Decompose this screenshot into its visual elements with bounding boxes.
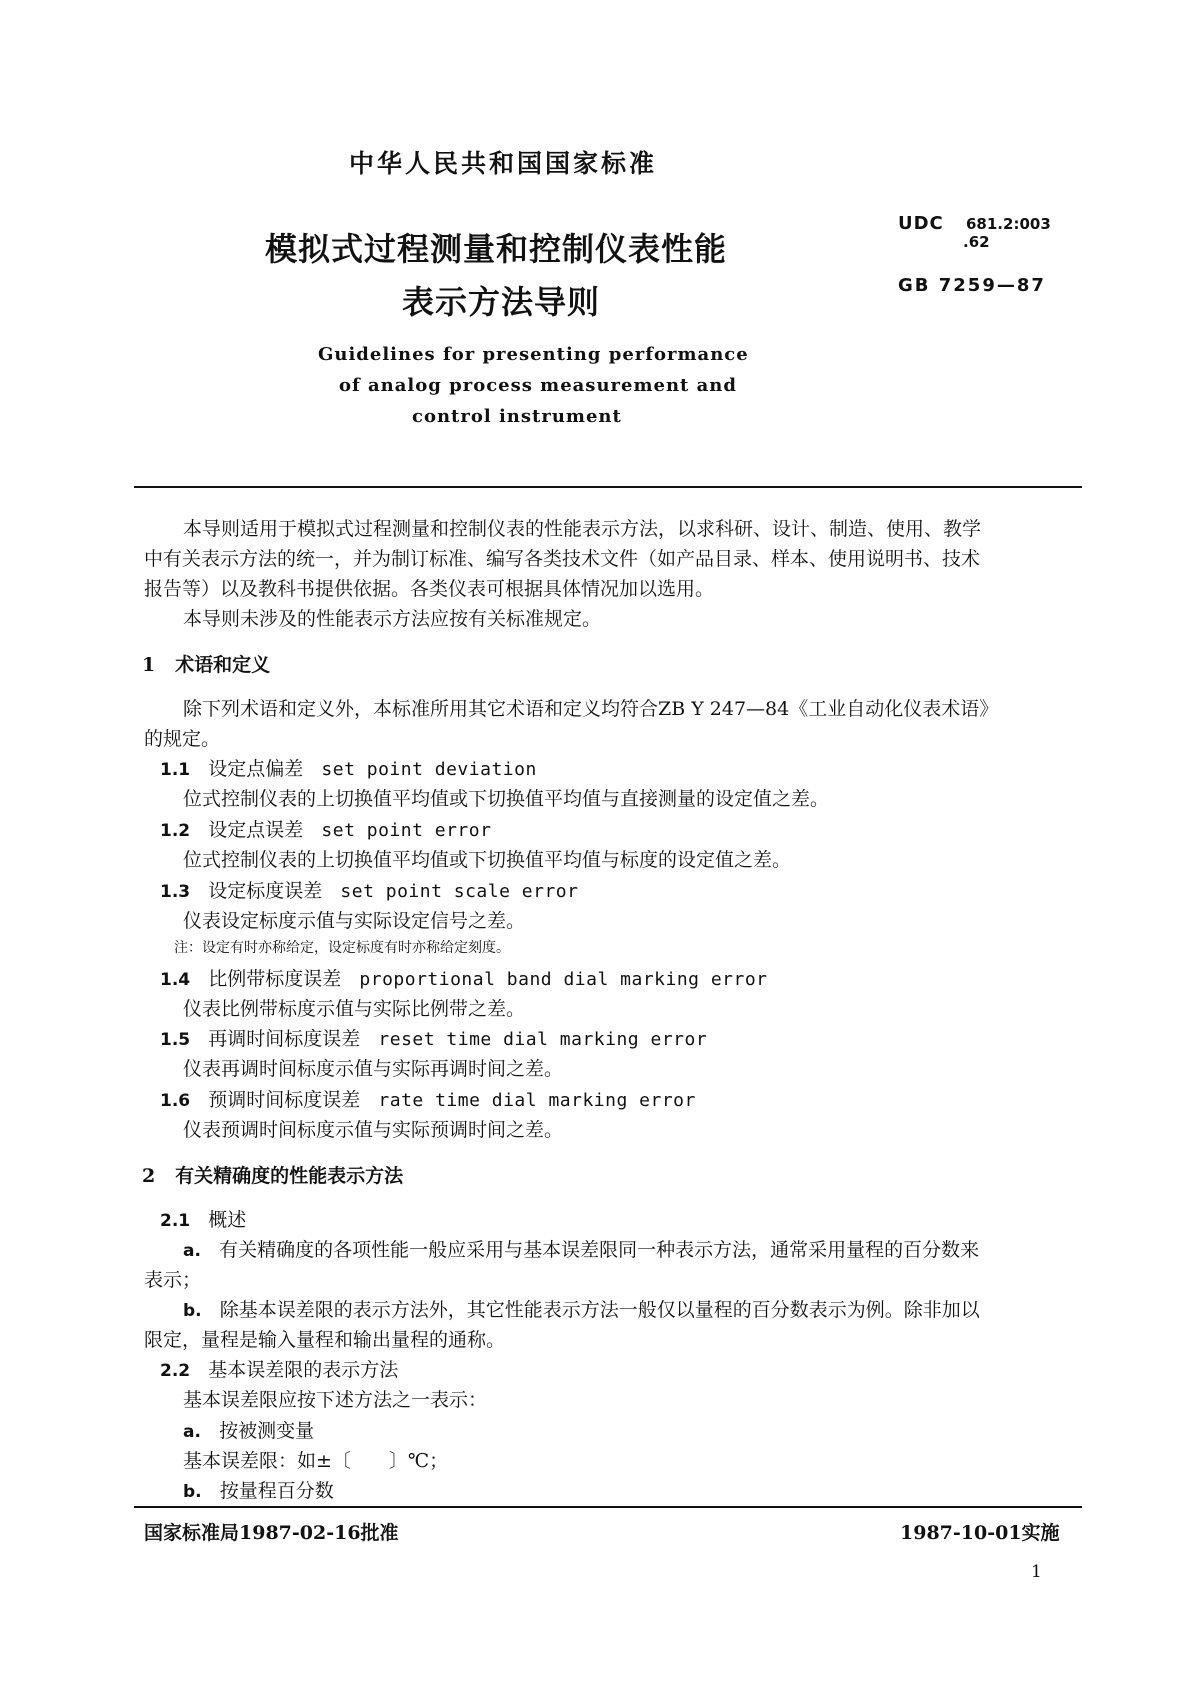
subsection-2-1-heading — [160, 1205, 246, 1232]
udc-value: 681.2:003 — [966, 215, 1051, 233]
effective-date: 1987-10-01实施 — [900, 1522, 1060, 1544]
approval-date: 国家标准局1987-02-16批准 — [144, 1522, 399, 1544]
term-english: reset time dial marking error — [378, 1029, 708, 1050]
term-name: 设定点误差 — [208, 819, 304, 841]
document-title-line2: 表示方法导则 — [402, 283, 601, 321]
section1-intro-line1: 除下列术语和定义外，本标准所用其它术语和定义均符合ZB Y 247—84《工业自动化仪表术语》 — [183, 698, 999, 720]
term-1-4-definition: 仪表比例带标度示值与实际比例带之差。 — [183, 998, 526, 1020]
subsection-title: 概述 — [208, 1209, 247, 1231]
term-1-5-definition: 仪表再调时间标度示值与实际再调时间之差。 — [183, 1058, 564, 1080]
english-title-line3: control instrument — [412, 406, 622, 427]
item-2-2-b — [183, 1476, 334, 1503]
term-1-3 — [160, 876, 578, 903]
section2-heading — [142, 1161, 403, 1188]
term-number: 1.3 — [160, 882, 191, 902]
intro-paragraph-line1: 本导则适用于模拟式过程测量和控制仪表的性能表示方法，以求科研、设计、制造、使用、教学 — [183, 518, 982, 540]
term-number: 1.4 — [160, 970, 191, 990]
item-2-1-b-line2: 限定，量程是输入量程和输出量程的通称。 — [144, 1329, 506, 1351]
item-text: 有关精确度的各项性能一般应采用与基本误差限同一种表示方法，通常采用量程的百分数来 — [219, 1239, 980, 1261]
term-1-1-definition: 位式控制仪表的上切换值平均值或下切换值平均值与直接测量的设定值之差。 — [183, 788, 830, 810]
header-divider — [134, 486, 1082, 488]
term-number: 1.5 — [160, 1030, 191, 1050]
term-english: set point scale error — [340, 881, 579, 902]
term-1-2 — [160, 815, 491, 842]
udc-value-suffix: .62 — [963, 233, 990, 251]
item-label: a. — [183, 1422, 201, 1442]
document-title-line1: 模拟式过程测量和控制仪表性能 — [265, 230, 728, 268]
term-name: 再调时间标度误差 — [208, 1028, 361, 1050]
english-title-line1: Guidelines for presenting performance — [318, 344, 749, 365]
term-1-6-definition: 仪表预调时间标度示值与实际预调时间之差。 — [183, 1119, 564, 1141]
term-english: rate time dial marking error — [378, 1090, 696, 1111]
item-text: 按被测变量 — [219, 1420, 315, 1442]
page-number: 1 — [1031, 1562, 1042, 1582]
english-title-line2: of analog process measurement and — [339, 375, 737, 396]
item-label: b. — [183, 1482, 202, 1502]
intro-paragraph-line2: 中有关表示方法的统一，并为制订标准、编写各类技术文件（如产品目录、样本、使用说明书、技术 — [144, 548, 981, 570]
term-english: set point error — [321, 820, 492, 841]
item-2-1-a-line1 — [183, 1235, 979, 1262]
term-number: 1.1 — [160, 760, 191, 780]
term-english: proportional band dial marking error — [359, 969, 768, 990]
udc-label: UDC — [898, 213, 944, 234]
section-number: 2 — [142, 1165, 156, 1187]
country-heading: 中华人民共和国国家标准 — [349, 149, 658, 178]
item-2-1-b-line1 — [183, 1295, 980, 1322]
footer-divider — [134, 1506, 1082, 1508]
item-label: b. — [183, 1301, 202, 1321]
term-english: set point deviation — [321, 759, 537, 780]
section-title: 有关精确度的性能表示方法 — [175, 1165, 404, 1187]
term-number: 1.6 — [160, 1091, 191, 1111]
note-1-3: 注：设定有时亦称给定，设定标度有时亦称给定刻度。 — [174, 940, 510, 956]
standard-number: GB 7259—87 — [898, 275, 1046, 296]
term-1-3-definition: 仪表设定标度示值与实际设定信号之差。 — [183, 910, 526, 932]
section-title: 术语和定义 — [175, 654, 271, 676]
section1-heading — [142, 650, 270, 677]
intro-paragraph2: 本导则未涉及的性能表示方法应按有关标准规定。 — [183, 608, 602, 630]
term-name: 比例带标度误差 — [208, 968, 342, 990]
term-name: 预调时间标度误差 — [208, 1089, 361, 1111]
item-text: 除基本误差限的表示方法外，其它性能表示方法一般仅以量程的百分数表示为例。除非加以 — [219, 1299, 980, 1321]
term-number: 1.2 — [160, 821, 191, 841]
item-text: 按量程百分数 — [219, 1480, 334, 1502]
subsection-number: 2.2 — [160, 1361, 191, 1381]
term-name: 设定标度误差 — [208, 880, 323, 902]
item-2-1-a-line2: 表示； — [144, 1269, 202, 1291]
section-number: 1 — [142, 654, 156, 676]
subsection-2-2-intro: 基本误差限应按下述方法之一表示： — [183, 1389, 488, 1411]
subsection-number: 2.1 — [160, 1211, 191, 1231]
item-2-2-a-example: 基本误差限：如±〔 〕℃； — [183, 1450, 449, 1472]
subsection-title: 基本误差限的表示方法 — [208, 1359, 399, 1381]
term-name: 设定点偏差 — [208, 758, 304, 780]
item-2-2-a — [183, 1416, 314, 1443]
term-1-4 — [160, 964, 768, 991]
intro-paragraph-line3: 报告等）以及教科书提供依据。各类仪表可根据具体情况加以选用。 — [144, 578, 715, 600]
section1-intro-line2: 的规定。 — [144, 728, 221, 750]
item-label: a. — [183, 1241, 201, 1261]
term-1-1 — [160, 754, 537, 781]
term-1-5 — [160, 1024, 707, 1051]
term-1-2-definition: 位式控制仪表的上切换值平均值或下切换值平均值与标度的设定值之差。 — [183, 849, 792, 871]
term-1-6 — [160, 1085, 696, 1112]
subsection-2-2-heading — [160, 1355, 398, 1382]
